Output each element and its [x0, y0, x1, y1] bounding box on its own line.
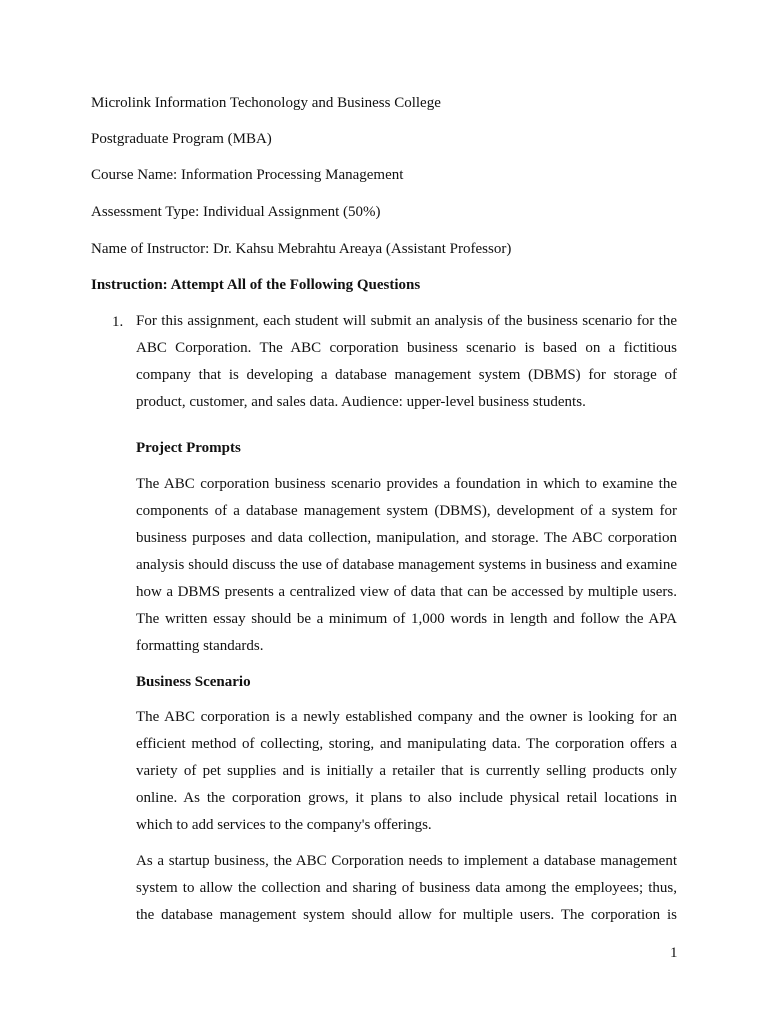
text-line: As a startup business, the ABC Corporation needs to implement a database management: [136, 853, 677, 869]
program-name: Postgraduate Program (MBA): [91, 131, 272, 147]
business-scenario-paragraph-1: [136, 704, 677, 839]
course-name: Course Name: Information Processing Management: [91, 167, 404, 183]
text-line: online. As the corporation grows, it plans to also include physical retail locations in: [136, 790, 677, 806]
text-line: formatting standards.: [136, 638, 264, 654]
assessment-type: Assessment Type: Individual Assignment (50%): [91, 204, 381, 220]
college-name: Microlink Information Techonology and Business College: [91, 95, 441, 111]
instruction-heading: Instruction: Attempt All of the Following Questions: [91, 277, 421, 293]
text-line: business purposes and data collection, manipulation, and storage. The ABC corporation: [136, 530, 677, 546]
business-scenario-paragraph-2: [136, 848, 677, 929]
text-line: system to allow the collection and sharing of business data among the employees; thus,: [136, 880, 677, 896]
text-line: product, customer, and sales data. Audience: upper-level business students.: [136, 394, 586, 410]
text-line: The ABC corporation is a newly established company and the owner is looking for an: [136, 709, 677, 725]
business-scenario-heading: Business Scenario: [136, 674, 251, 690]
text-line: For this assignment, each student will submit an analysis of the business scenario for the: [136, 313, 677, 329]
question-1-text: [136, 308, 677, 416]
question-number: 1.: [112, 314, 124, 330]
text-line: variety of pet supplies and is initially a retailer that is currently selling products only: [136, 763, 677, 779]
text-line: components of a database management system (DBMS), development of a system for: [136, 503, 677, 519]
text-line: efficient method of collecting, storing, and manipulating data. The corporation offers a: [136, 736, 677, 752]
text-line: the database management system should allow for multiple users. The corporation is: [136, 907, 677, 923]
text-line: company that is developing a database management system (DBMS) for storage of: [136, 367, 677, 383]
text-line: how a DBMS presents a centralized view of data that can be accessed by multiple users.: [136, 584, 677, 600]
project-prompts-text: [136, 471, 677, 660]
text-line: The ABC corporation business scenario provides a foundation in which to examine the: [136, 476, 677, 492]
text-line: analysis should discuss the use of database management systems in business and examine: [136, 557, 677, 573]
text-line: The written essay should be a minimum of 1,000 words in length and follow the APA: [136, 611, 677, 627]
page-number: 1: [670, 945, 678, 961]
text-line: which to add services to the company's offerings.: [136, 817, 432, 833]
text-line: ABC Corporation. The ABC corporation business scenario is based on a fictitious: [136, 340, 677, 356]
instructor-name: Name of Instructor: Dr. Kahsu Mebrahtu Areaya (Assistant Professor): [91, 241, 512, 257]
project-prompts-heading: Project Prompts: [136, 440, 241, 456]
